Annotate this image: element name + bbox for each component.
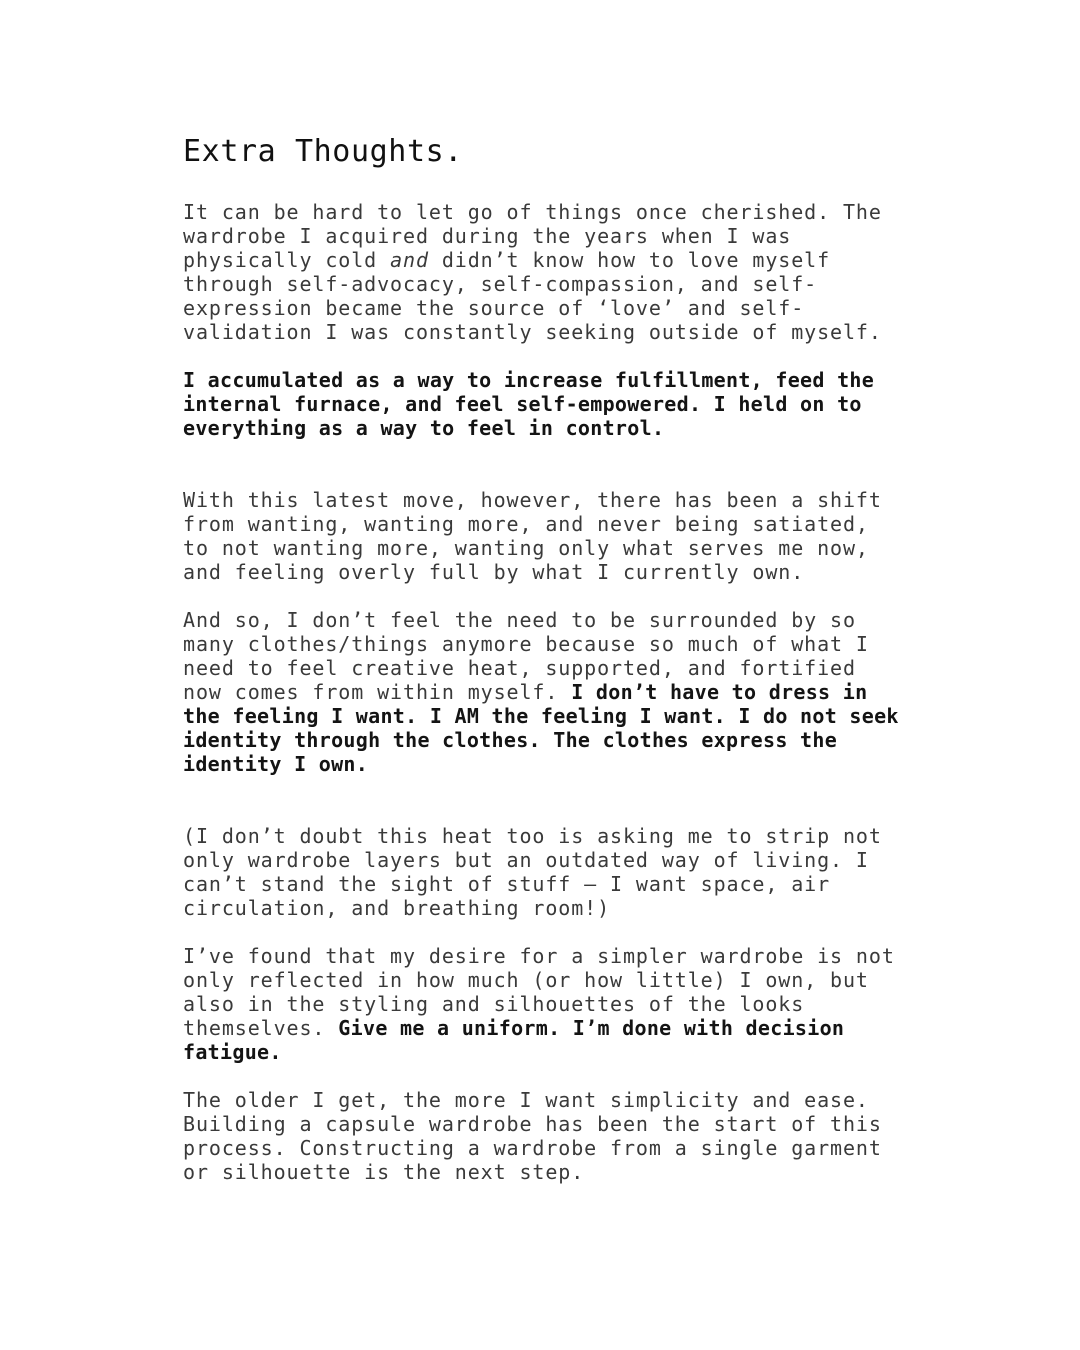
paragraph-and-so-text: And so, I don’t feel the need to be surrounded by so many clothes/things anymore because so much of what I need to feel creative heat, supported, and fortified now comes from within myself. [183,608,869,704]
document-page [183,134,903,1184]
paragraph-simpler-wardrobe [183,944,903,1064]
paragraph-simpler-wardrobe-text: I’ve found that my desire for a simpler wardrobe is not only reflected in how much (or how little) I own, but also in the styling and silhouettes of the looks themselves. [183,944,895,1040]
paragraph-accumulated-bold: I accumulated as a way to increase fulfillment, feed the internal furnace, and feel self-empowered. I held on to everything as a way to feel in control. [183,368,875,440]
page-title: Extra Thoughts. [183,134,463,169]
paragraph-older-i-get: The older I get, the more I want simplicity and ease. Building a capsule wardrobe has been the start of this process. Constructing a wardrobe from a single garment or silhouette is the next step. [183,1088,882,1184]
paragraph-and-so [183,608,903,776]
paragraph-intro-text-b: didn’t know how to love myself through self-advocacy, self-compassion, and self-expression became the source of ‘love’ and self-validation I was constantly seeking outside of myself. [183,248,882,344]
paragraph-and-so-bold: I don’t have to dress in the feeling I want. I AM the feeling I want. I do not seek identity through the clothes. The clothes express the identity I own. [183,680,899,776]
paragraph-latest-move: With this latest move, however, there has been a shift from wanting, wanting more, and never being satiated, to not wanting more, wanting only what serves me now, and feeling overly full by what I currently own. [183,488,882,584]
paragraph-heat-aside: (I don’t doubt this heat too is asking me to strip not only wardrobe layers but an outdated way of living. I can’t stand the sight of stuff – I want space, air circulation, and breathing room!) [183,824,882,920]
paragraph-intro-emphasis: and [390,248,429,272]
paragraph-simpler-wardrobe-bold: Give me a uniform. I’m done with decision fatigue. [183,1016,845,1064]
paragraph-intro-text-a: It can be hard to let go of things once cherished. The wardrobe I acquired during the years when I was physically cold [183,200,882,272]
paragraph-intro [183,200,903,344]
